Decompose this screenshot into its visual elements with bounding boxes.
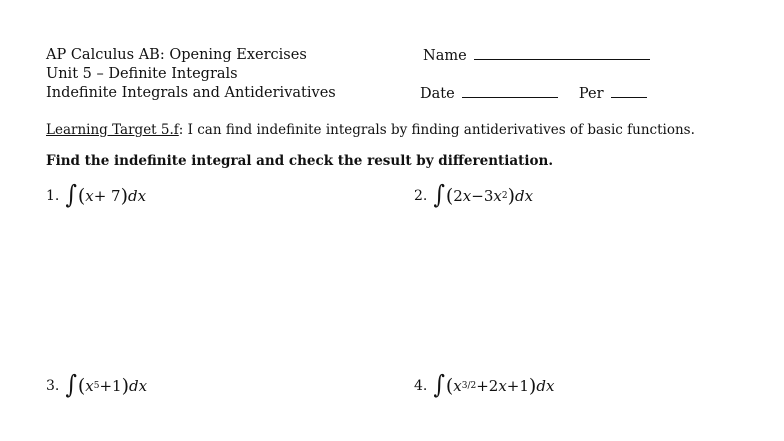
name-field[interactable] [423, 46, 650, 66]
learning-target-text: : I can find indefinite integrals by finding antiderivatives of basic functions. [178, 122, 695, 138]
integral-expression: ∫ ( x + 7 ) dx [65, 181, 147, 210]
problem-1 [46, 181, 147, 210]
unit-title: Unit 5 – Definite Integrals [46, 66, 238, 82]
learning-target [46, 121, 695, 139]
header-block [46, 46, 336, 103]
problem-number: 3. [46, 378, 60, 394]
integral-expression: ∫ ( x 3/2 +2 x +1 ) dx [433, 371, 555, 400]
problem-number: 2. [414, 188, 428, 204]
problem-2 [414, 181, 534, 210]
problem-4 [414, 371, 555, 400]
date-per-field [420, 84, 647, 104]
per-blank[interactable] [611, 84, 647, 98]
problem-number: 4. [414, 378, 428, 394]
learning-target-label: Learning Target 5.f [46, 122, 179, 138]
integral-expression: ∫ ( 2 x −3 x 2 ) dx [433, 181, 534, 210]
lesson-title: Indefinite Integrals and Antiderivatives [46, 85, 336, 101]
name-label: Name [423, 48, 467, 64]
integral-expression: ∫ ( x 5 +1 ) dx [65, 371, 148, 400]
course-title: AP Calculus AB: Opening Exercises [46, 47, 307, 63]
instructions: Find the indefinite integral and check the result by differentiation. [46, 153, 554, 169]
problem-number: 1. [46, 188, 60, 204]
per-label: Per [578, 86, 604, 102]
date-blank[interactable] [462, 84, 558, 98]
problem-3 [46, 371, 148, 400]
name-blank[interactable] [474, 46, 650, 60]
date-label: Date [420, 86, 455, 102]
